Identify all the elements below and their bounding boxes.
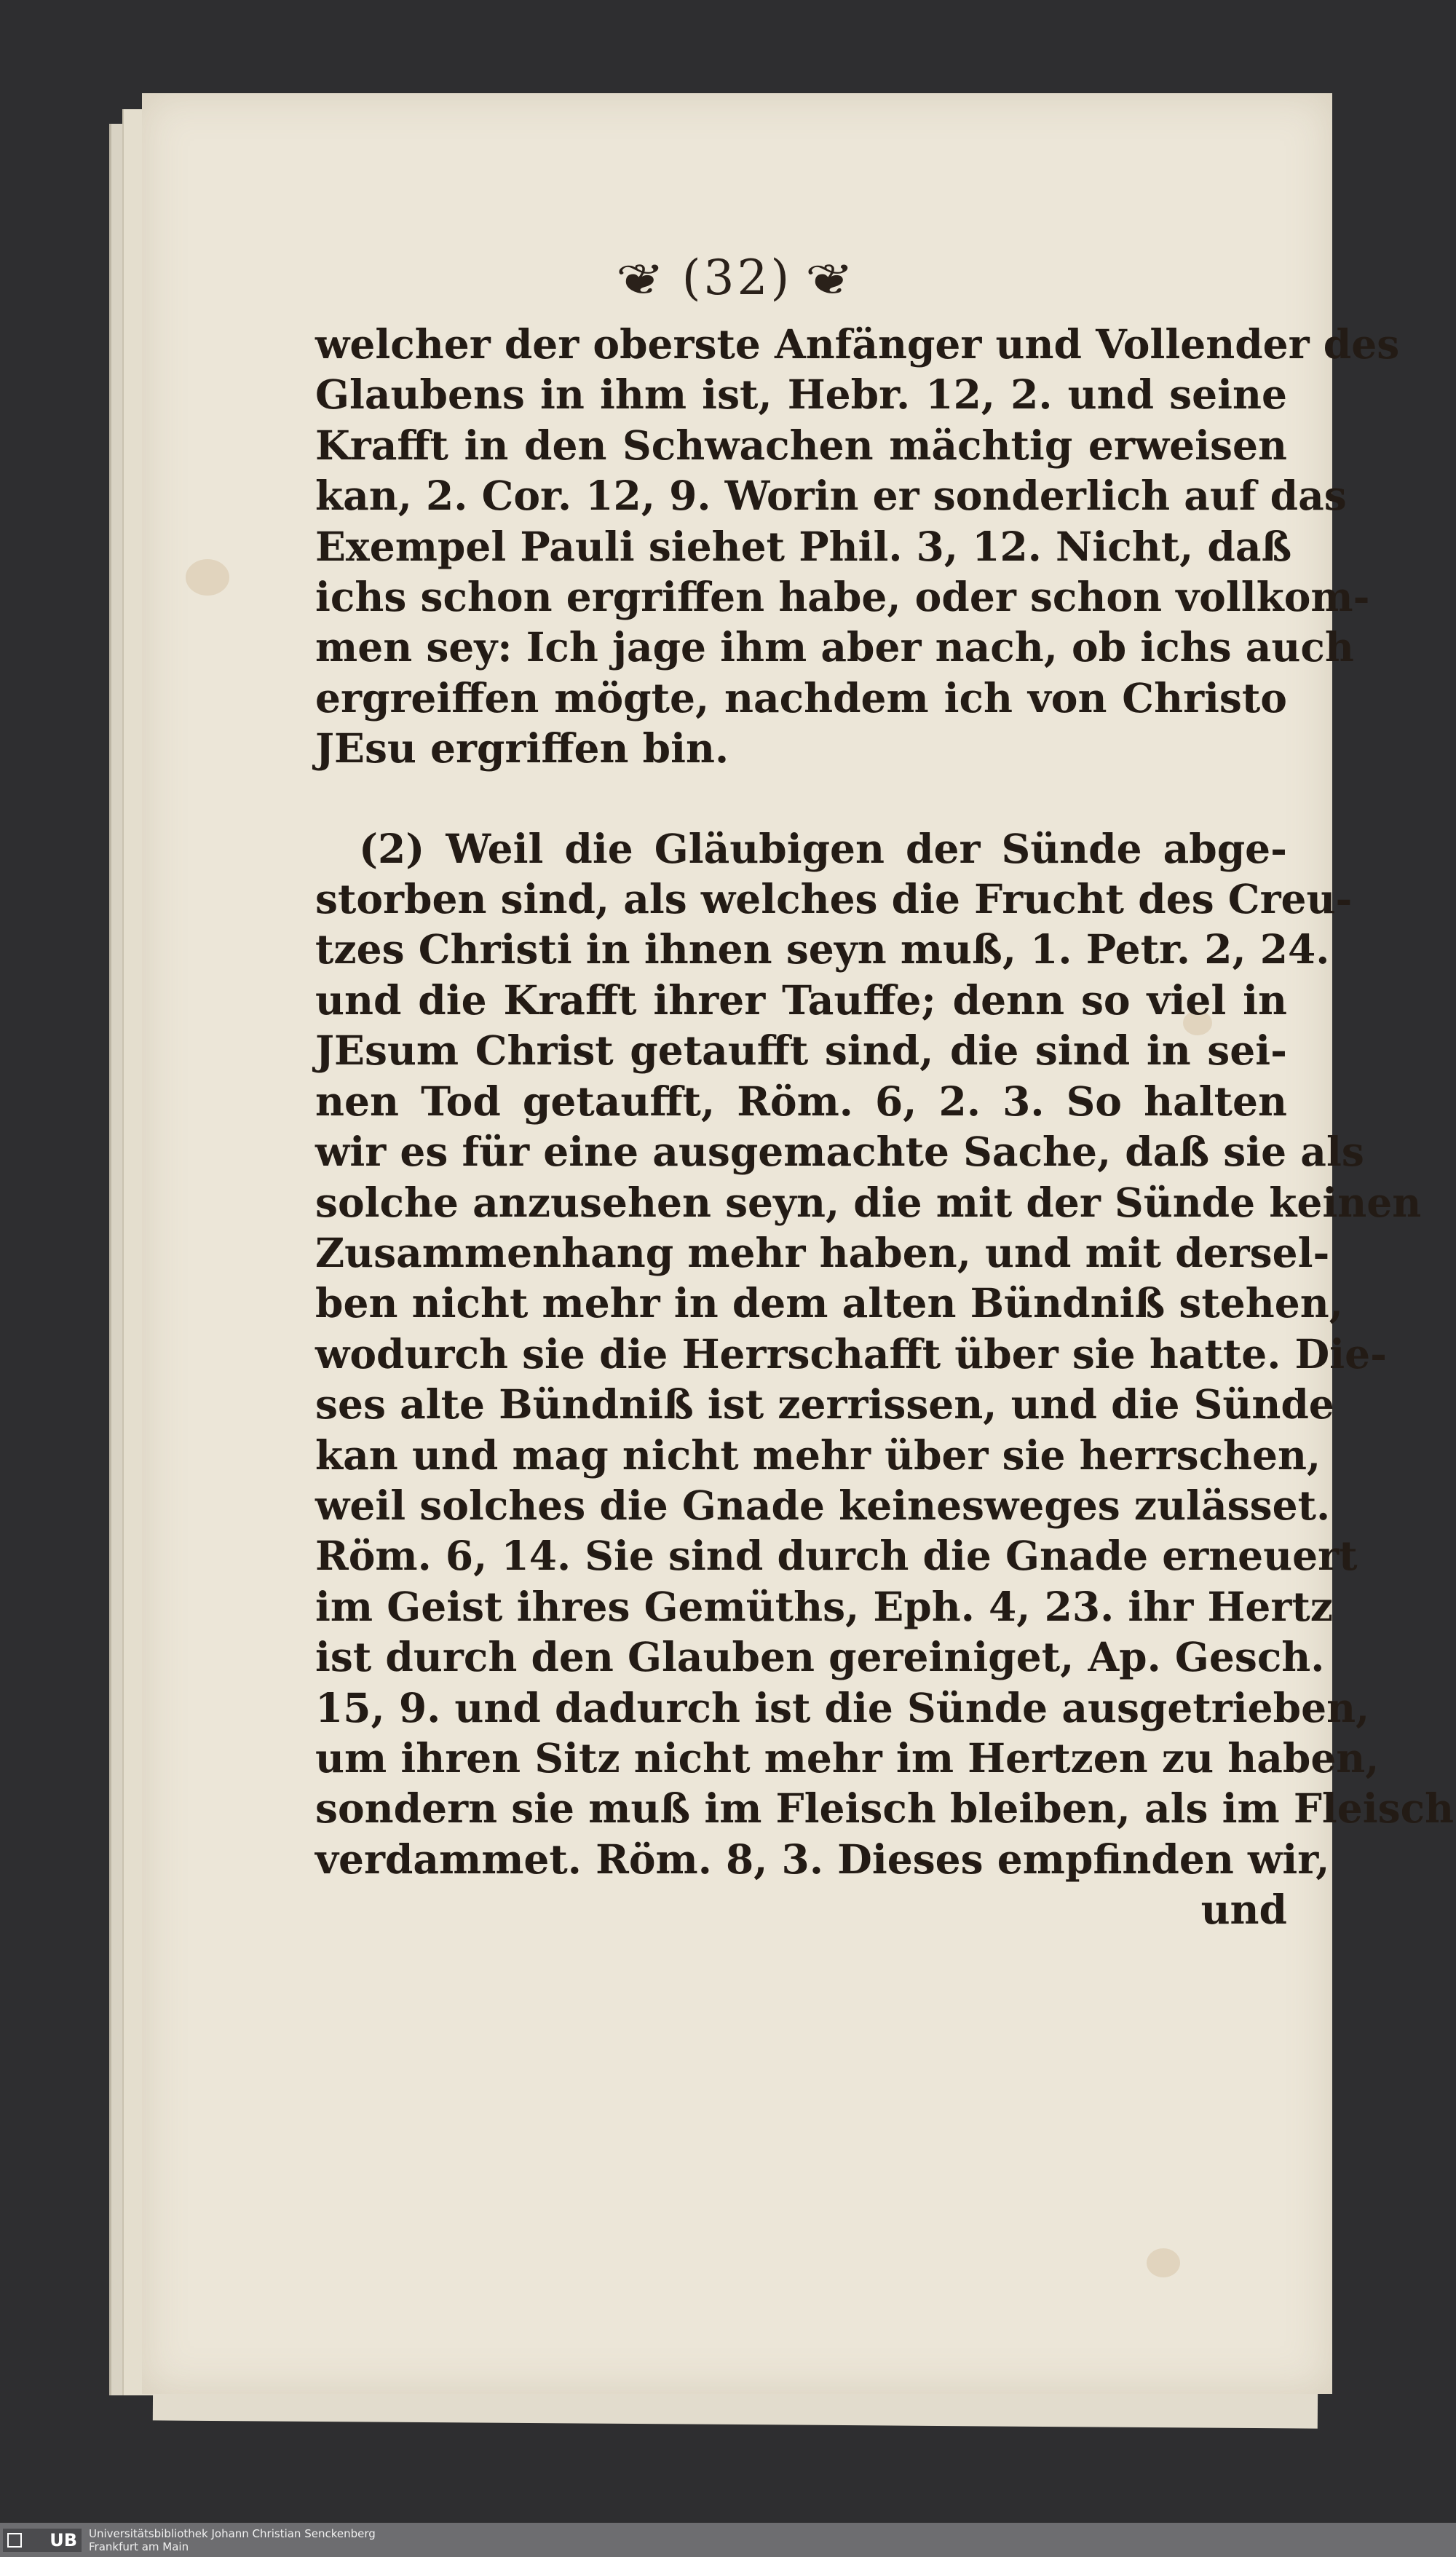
text-line: wir es für eine ausgemachte Sache, daß sie als: [315, 1128, 1364, 1176]
ornament-right-icon: ❦: [804, 255, 859, 304]
text-line: JEsum Christ getaufft sind, die sind in sei-: [315, 1027, 1287, 1075]
library-credit: [89, 2527, 376, 2553]
catchword: und: [1200, 1886, 1287, 1934]
paper-stain: [1147, 2248, 1180, 2277]
library-footer: [0, 2523, 1456, 2557]
text-line: um ihren Sitz nicht mehr im Hertzen zu haben,: [315, 1734, 1380, 1782]
page-number: (32): [681, 250, 793, 306]
text-line: storben sind, als welches die Frucht des Creu-: [315, 875, 1353, 923]
text-line: tzes Christi in ihnen seyn muß, 1. Petr. 2, 24.: [315, 925, 1330, 973]
text-line: Zusammenhang mehr haben, und mit dersel-: [315, 1228, 1330, 1276]
running-head: [142, 250, 1332, 306]
text-line: ergreiffen mögte, nachdem ich von Christo: [315, 673, 1287, 722]
paragraph-gap: [315, 774, 1287, 823]
paragraph-2: [315, 823, 1455, 1885]
text-line: 15, 9. und dadurch ist die Sünde ausgetrieben,: [315, 1683, 1370, 1731]
text-line: wodurch sie die Herrschafft über sie hatte. Die-: [315, 1329, 1387, 1378]
paper-stain: [186, 559, 229, 596]
text-line: Röm. 6, 14. Sie sind durch die Gnade erneuert: [315, 1532, 1358, 1580]
library-name: Universitätsbibliothek Johann Christian Senckenberg: [89, 2527, 376, 2540]
text-line: verdammet. Röm. 8, 3. Dieses empfinden wir,: [315, 1835, 1330, 1883]
library-city: Frankfurt am Main: [89, 2540, 189, 2553]
text-line: sondern sie muß im Fleisch bleiben, als im Fleisch: [315, 1785, 1455, 1833]
text-line: (2) Weil die Gläubigen der Sünde abge-: [359, 824, 1287, 872]
text-line: ichs schon ergriffen habe, oder schon vollkom-: [315, 573, 1370, 621]
text-line: nen Tod getaufft, Röm. 6, 2. 3. So halten: [315, 1077, 1287, 1125]
text-line: JEsu ergriffen bin.: [315, 724, 729, 772]
text-line: kan, 2. Cor. 12, 9. Worin er sonderlich auf das: [315, 472, 1347, 520]
text-line: weil solches die Gnade keinesweges zulässet.: [315, 1481, 1331, 1529]
ornament-left-icon: ❦: [615, 255, 670, 304]
text-line: ist durch den Glauben gereiniget, Ap. Gesch.: [315, 1633, 1325, 1681]
ub-logo-mark-icon: [7, 2533, 22, 2548]
text-line: Exempel Pauli siehet Phil. 3, 12. Nicht, daß: [315, 522, 1292, 570]
document-page: [142, 93, 1455, 2394]
text-line: ses alte Bündniß ist zerrissen, und die Sünde: [315, 1380, 1334, 1428]
text-line: kan und mag nicht mehr über sie herrschen,: [315, 1431, 1321, 1479]
text-line: ben nicht mehr in dem alten Bündniß stehen,: [315, 1279, 1343, 1327]
ub-logo: [3, 2529, 82, 2552]
text-line: und die Krafft ihrer Tauffe; denn so viel in: [315, 976, 1287, 1024]
ub-logo-text: UB: [50, 2530, 77, 2550]
text-line: solche anzusehen seyn, die mit der Sünde keinen: [315, 1178, 1422, 1226]
text-line: welcher der oberste Anfänger und Vollender des: [315, 320, 1400, 368]
text-line: Glaubens in ihm ist, Hebr. 12, 2. und seine: [315, 371, 1287, 419]
text-line: Krafft in den Schwachen mächtig erweisen: [315, 421, 1287, 469]
text-line: im Geist ihres Gemüths, Eph. 4, 23. ihr Hertz: [315, 1582, 1334, 1630]
text-line: men sey: Ich jage ihm aber nach, ob ichs auch: [315, 623, 1354, 671]
paragraph-1: [315, 319, 1400, 774]
body-text: [315, 319, 1455, 1935]
